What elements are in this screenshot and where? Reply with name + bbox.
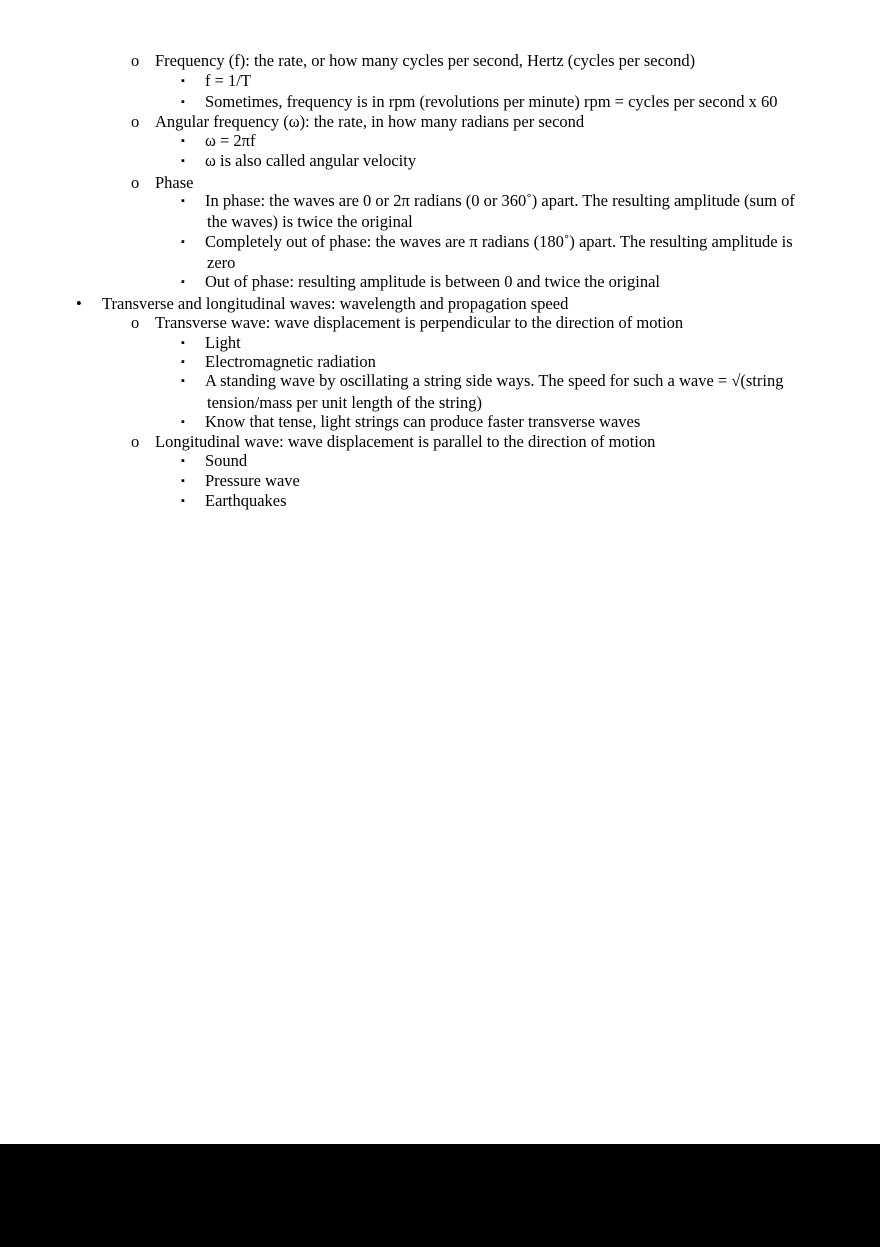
list-item-level-2: Longitudinal wave: wave displacement is parallel to the direction of motion — [155, 432, 656, 451]
list-item-level-2: Frequency (f): the rate, or how many cycles per second, Hertz (cycles per second) — [155, 51, 696, 70]
list-item-level-3: Sound — [205, 451, 248, 470]
list-item-level-3: Completely out of phase: the waves are π radians (180˚) apart. The resulting amplitude is — [205, 232, 793, 251]
bullet-level-3-icon: ▪ — [181, 356, 185, 368]
list-item-level-3: f = 1/T — [205, 71, 251, 90]
bullet-level-3-icon: ▪ — [181, 236, 185, 248]
black-footer-band — [0, 1144, 880, 1247]
bullet-level-3-icon: ▪ — [181, 276, 185, 288]
bullet-level-2-icon: o — [131, 51, 140, 70]
list-item-level-3: Know that tense, light strings can produce faster transverse waves — [205, 412, 641, 431]
list-item-level-3: ω = 2πf — [205, 131, 256, 150]
bullet-level-3-icon: ▪ — [181, 455, 185, 467]
bullet-level-3-icon: ▪ — [181, 475, 185, 487]
list-item-continuation: zero — [207, 253, 236, 272]
bullet-level-2-icon: o — [131, 313, 140, 332]
bullet-level-2-icon: o — [131, 112, 140, 131]
list-item-level-3: Electromagnetic radiation — [205, 352, 376, 371]
bullet-level-1-icon: • — [76, 294, 82, 313]
bullet-level-2-icon: o — [131, 432, 140, 451]
list-item-level-3: In phase: the waves are 0 or 2π radians (0 or 360˚) apart. The resulting amplitude (sum of — [205, 191, 795, 210]
bullet-level-3-icon: ▪ — [181, 155, 185, 167]
list-item-level-3: A standing wave by oscillating a string side ways. The speed for such a wave = √(string — [205, 371, 784, 390]
list-item-level-1: Transverse and longitudinal waves: wavelength and propagation speed — [102, 294, 569, 313]
bullet-level-3-icon: ▪ — [181, 375, 185, 387]
bullet-level-3-icon: ▪ — [181, 495, 185, 507]
bullet-level-3-icon: ▪ — [181, 96, 185, 108]
list-item-level-3: ω is also called angular velocity — [205, 151, 417, 170]
list-item-level-3: Light — [205, 333, 241, 352]
list-item-level-3: Out of phase: resulting amplitude is between 0 and twice the original — [205, 272, 661, 291]
list-item-level-2: Transverse wave: wave displacement is perpendicular to the direction of motion — [155, 313, 684, 332]
bullet-level-3-icon: ▪ — [181, 416, 185, 428]
list-item-continuation: the waves) is twice the original — [207, 212, 413, 231]
bullet-level-3-icon: ▪ — [181, 195, 185, 207]
list-item-level-2: Phase — [155, 173, 194, 192]
bullet-level-3-icon: ▪ — [181, 135, 185, 147]
list-item-continuation: tension/mass per unit length of the string) — [207, 393, 482, 412]
list-item-level-3: Pressure wave — [205, 471, 300, 490]
list-item-level-3: Sometimes, frequency is in rpm (revolutions per minute) rpm = cycles per second x 60 — [205, 92, 778, 111]
bullet-level-3-icon: ▪ — [181, 75, 185, 87]
bullet-level-3-icon: ▪ — [181, 337, 185, 349]
list-item-level-3: Earthquakes — [205, 491, 287, 510]
list-item-level-2: Angular frequency (ω): the rate, in how many radians per second — [155, 112, 585, 131]
bullet-level-2-icon: o — [131, 173, 140, 192]
